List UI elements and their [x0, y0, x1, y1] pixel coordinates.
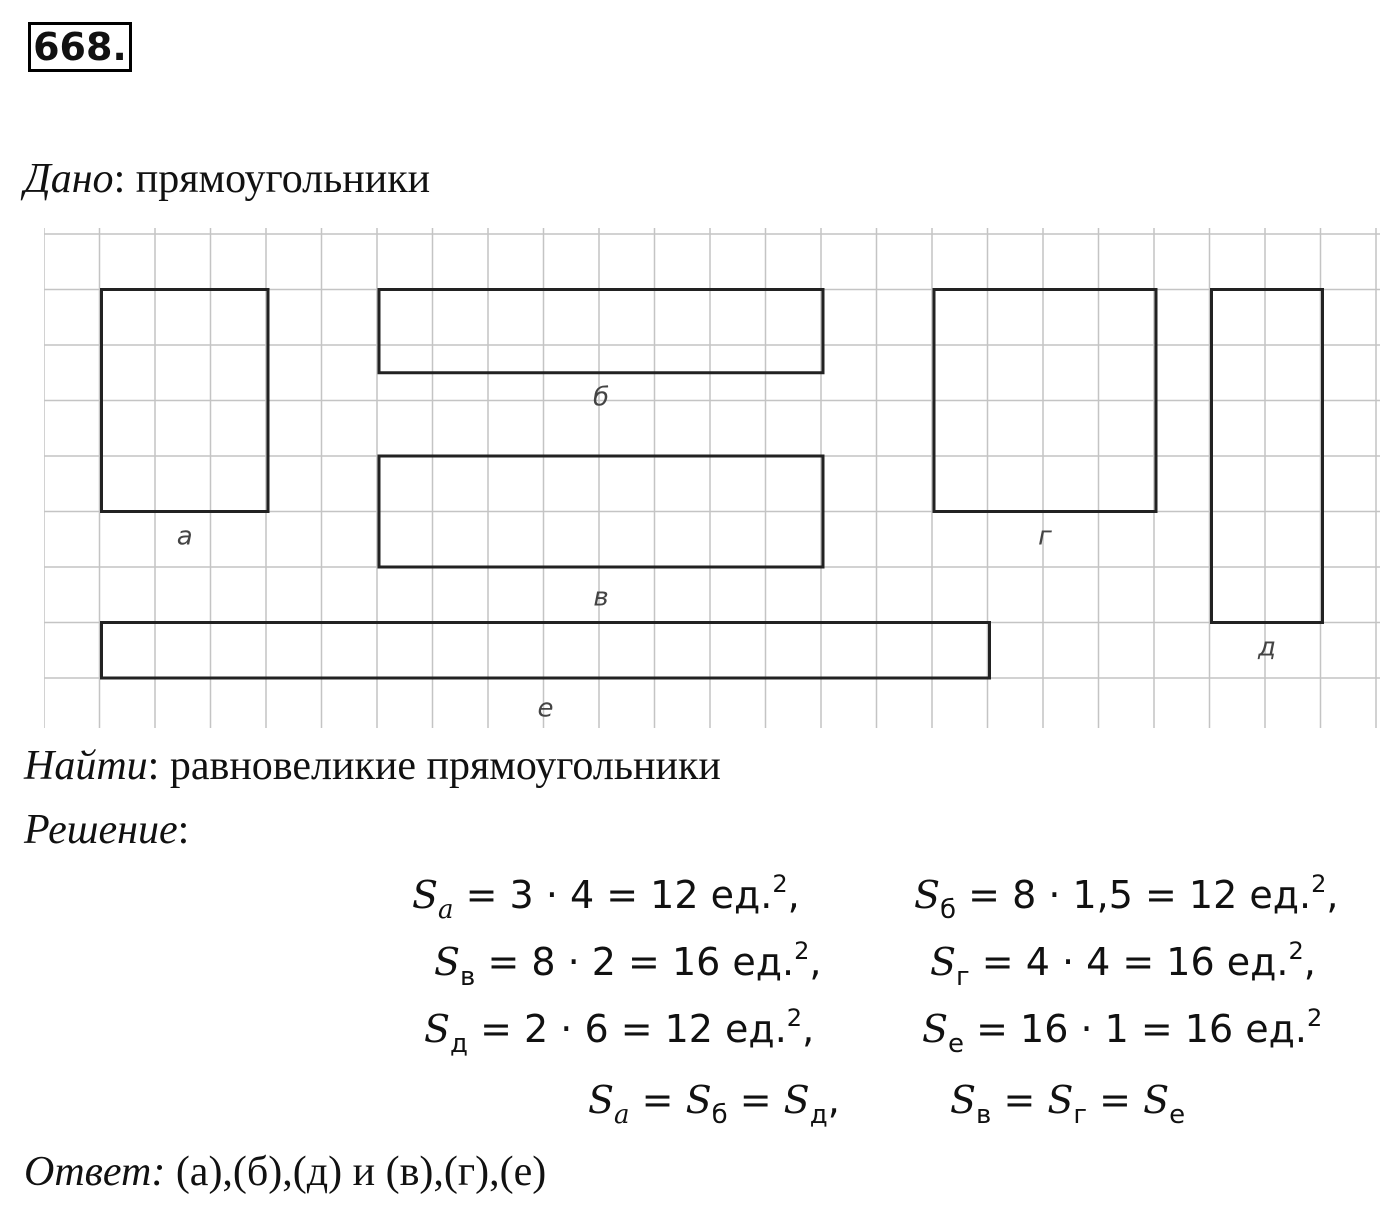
- rectangle-label-д: д: [1258, 632, 1276, 663]
- find-label: Найти: [24, 743, 148, 789]
- rectangle-б: [379, 290, 823, 373]
- given-line: [24, 155, 430, 203]
- find-colon: :: [147, 743, 160, 789]
- rectangles: [102, 290, 1323, 724]
- answer-line: [24, 1148, 546, 1196]
- solution-line: [24, 806, 189, 854]
- find-text: равновеликие прямоугольники: [159, 743, 721, 789]
- answer-text: (а),(б),(д) и (в),(г),(е): [165, 1149, 547, 1195]
- problem-number: 668.: [28, 22, 132, 72]
- rectangle-label-е: е: [537, 693, 554, 724]
- formula-area-g: $S_г = 4 \cdot 4 = 16$ ед.$^2$,: [930, 937, 1316, 992]
- grid-lines: [44, 228, 1380, 728]
- rectangle-е: [102, 623, 990, 679]
- rectangle-label-б: б: [592, 382, 610, 413]
- formula-area-d: $S_д = 2 \cdot 6 = 12$ ед.$^2$,: [424, 1004, 815, 1059]
- rectangles-grid-figure: [44, 228, 1380, 728]
- given-colon: :: [113, 156, 126, 202]
- rectangle-label-а: а: [176, 521, 193, 552]
- formula-area-b: $S_б = 8 \cdot 1,5 = 12$ ед.$^2$,: [914, 870, 1339, 925]
- solution-label: Решение: [24, 807, 178, 853]
- given-label: Дано: [24, 156, 114, 202]
- formula-area-e: $S_е = 16 \cdot 1 = 16$ ед.$^2$: [922, 1004, 1323, 1059]
- rectangle-label-в: в: [593, 582, 609, 613]
- formula-area-a: $S_а = 3 \cdot 4 = 12$ ед.$^2$,: [412, 870, 800, 925]
- answer-label: Ответ:: [24, 1149, 166, 1195]
- solution-colon: :: [177, 807, 190, 853]
- find-line: [24, 742, 721, 790]
- formula-area-v: $S_в = 8 \cdot 2 = 16$ ед.$^2$,: [434, 937, 822, 992]
- rectangle-label-г: г: [1038, 521, 1052, 552]
- given-text: прямоугольники: [125, 156, 431, 202]
- equality-a-b-d: $S_а = S_б = S_д$,: [588, 1078, 840, 1130]
- equality-v-g-e: $S_в = S_г = S_е$: [950, 1078, 1186, 1130]
